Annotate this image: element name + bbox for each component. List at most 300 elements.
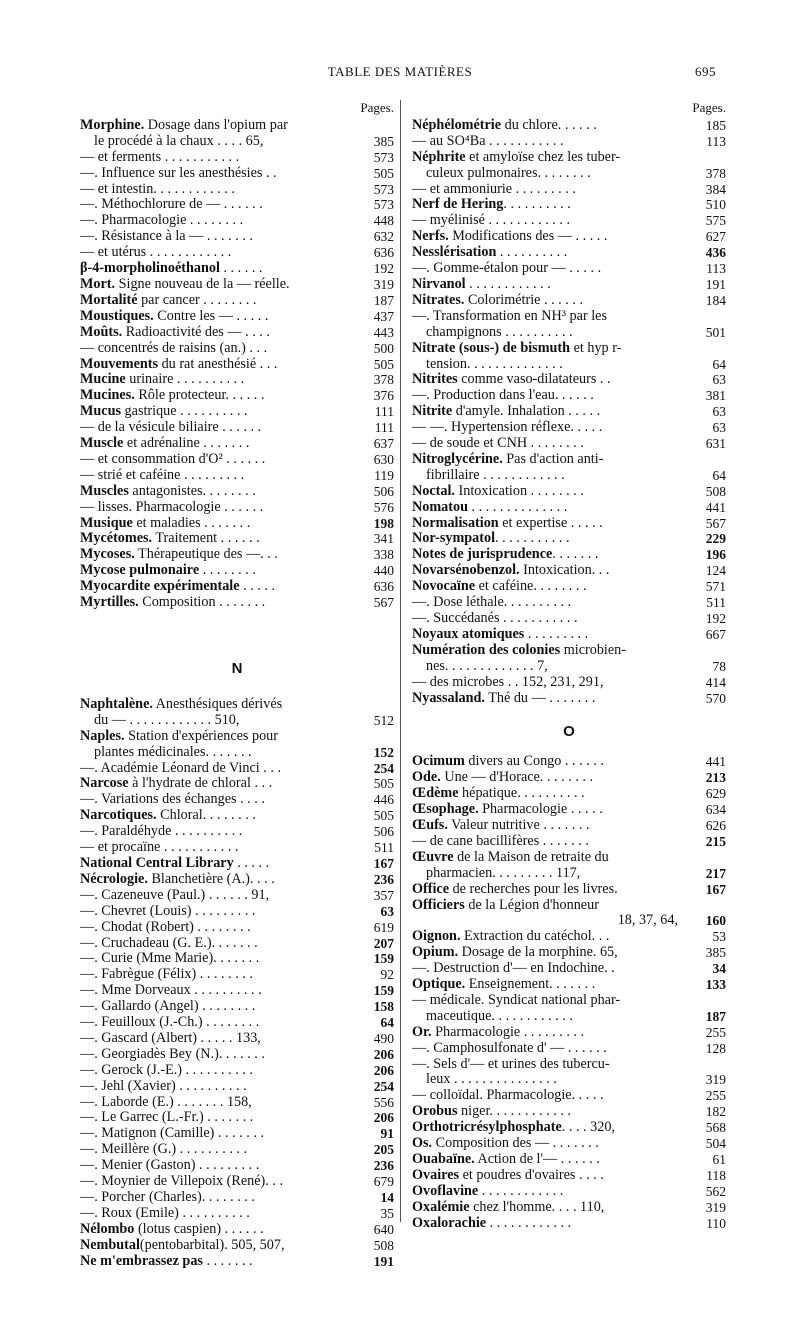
entry-page-number: 160 — [702, 913, 726, 929]
index-entry — [412, 118, 726, 134]
entry-text: —. Matignon (Camille) . . . . . . . — [80, 1126, 265, 1142]
index-entry — [412, 1200, 726, 1216]
entry-page-number: 357 — [370, 888, 394, 904]
index-entry — [80, 229, 394, 245]
entry-keyword: Nyassaland. — [412, 690, 485, 706]
index-entry — [412, 1041, 726, 1057]
section-heading: N — [231, 660, 243, 677]
entry-keyword: Nitrites — [412, 372, 458, 388]
index-entry — [80, 166, 394, 182]
index-entry — [412, 993, 726, 1009]
entry-text: (lotus caspien) . . . . . . — [134, 1221, 264, 1237]
entry-text: —. Résistance à la — . . . . . . . — [80, 229, 253, 245]
index-entry — [412, 372, 726, 388]
entry-text: — et procaïne . . . . . . . . . . . — [80, 840, 239, 856]
entry-page-number: 213 — [702, 770, 726, 786]
entry-keyword: Ovoflavine — [412, 1183, 479, 1199]
index-entry — [412, 1057, 726, 1073]
entry-text: —. Curie (Mme Marie). . . . . . . — [80, 951, 260, 967]
entry-keyword: Moûts. — [80, 324, 123, 340]
index-entry — [80, 420, 394, 436]
entry-text: divers au Congo . . . . . . — [464, 754, 604, 770]
index-entry — [80, 118, 394, 134]
index-entry — [412, 834, 726, 850]
index-entry — [412, 182, 726, 198]
entry-page-number: 446 — [370, 792, 394, 808]
entry-text: le procédé à la chaux . . . . 65, — [94, 133, 264, 149]
entry-page-number: 511 — [702, 595, 726, 611]
entry-page-number: 619 — [370, 920, 394, 936]
index-entry — [80, 1190, 394, 1206]
entry-keyword: Nerf de Hering — [412, 197, 504, 213]
entry-text: — de la vésicule biliaire . . . . . . — [80, 420, 262, 436]
entry-text: Intoxication . . . . . . . . — [454, 483, 584, 499]
section-heading: O — [563, 723, 575, 741]
index-entry — [412, 850, 726, 866]
entry-page-number: 441 — [702, 754, 726, 770]
entry-text: Station d'expériences pour — [124, 728, 278, 744]
entry-text: tension. . . . . . . . . . . . . . — [426, 356, 563, 372]
entry-text: — et utérus . . . . . . . . . . . . — [80, 245, 232, 261]
index-entry — [80, 261, 394, 277]
entry-text: Blanchetière (A.). . . . — [147, 871, 275, 887]
entry-keyword: Office — [412, 881, 450, 897]
entry-keyword: Morphine. — [80, 117, 145, 133]
entry-keyword: β-4-morpholinoéthanol — [80, 261, 220, 277]
entry-page-number: 378 — [702, 166, 726, 182]
entry-page-number: 92 — [377, 967, 395, 983]
index-entry — [412, 579, 726, 595]
entry-page-number: 64 — [709, 468, 727, 484]
entry-text: de la Maison de retraite du — [453, 849, 609, 865]
entry-text: et expertise . . . . . — [498, 515, 603, 531]
entry-page-number: 441 — [702, 500, 726, 516]
entry-page-number: 440 — [370, 563, 394, 579]
entry-text: — de cane bacillifères . . . . . . . — [412, 833, 589, 849]
index-entry — [80, 1031, 394, 1047]
entry-text: —. Cazeneuve (Paul.) . . . . . . 91, — [80, 887, 270, 903]
entry-text: Contre les — . . . . . — [153, 308, 269, 324]
entry-text: du rat anesthésié . . . — [158, 356, 278, 372]
entry-text: — strié et caféine . . . . . . . . . — [80, 467, 245, 483]
index-entry — [412, 675, 726, 691]
entry-page-number: 113 — [702, 261, 726, 277]
index-column-right — [412, 100, 726, 1232]
entry-keyword: Nélombo — [80, 1221, 135, 1237]
entry-page-number: 187 — [702, 1009, 726, 1025]
entry-text: pharmacien. . . . . . . . . 117, — [426, 865, 581, 881]
entry-page-number: 510 — [702, 197, 726, 213]
entry-text: —. Gallardo (Angel) . . . . . . . . — [80, 999, 256, 1015]
index-entry — [80, 808, 394, 824]
entry-keyword: Noctal. — [412, 483, 455, 499]
entry-keyword: Mycoses. — [80, 547, 135, 563]
entry-text: Pas d'action anti- — [502, 451, 604, 467]
index-entry — [412, 229, 726, 245]
entry-page-number: 63 — [377, 904, 395, 920]
index-entry — [80, 325, 394, 341]
entry-keyword: Os. — [412, 1136, 433, 1152]
index-entry — [412, 213, 726, 229]
entry-page-number: 384 — [702, 182, 726, 198]
index-entry — [80, 1158, 394, 1174]
index-entry — [412, 309, 726, 325]
index-entry — [412, 977, 726, 993]
entry-page-number: 111 — [371, 404, 394, 420]
entry-keyword: Ode. — [412, 770, 441, 786]
entry-keyword: Mycose pulmonaire — [80, 563, 200, 579]
index-entry — [80, 792, 394, 808]
index-entry — [80, 1222, 394, 1238]
index-entry — [80, 468, 394, 484]
entry-text: par cancer . . . . . . . . — [137, 292, 257, 308]
index-entry — [412, 357, 726, 373]
entry-text: nes. . . . . . . . . . . . . 7, — [426, 658, 548, 674]
index-entry — [80, 531, 394, 547]
entry-page-number: 63 — [709, 404, 727, 420]
entry-text: . . . . . . . . . . — [496, 245, 568, 261]
entry-page-number: 255 — [702, 1088, 726, 1104]
entry-page-number: 184 — [702, 293, 726, 309]
entry-text: . . . . . . . . . . . . . . — [467, 499, 568, 515]
entry-keyword: Oignon. — [412, 929, 461, 945]
entry-text: —. Gerock (J.-E.) . . . . . . . . . . — [80, 1062, 253, 1078]
entry-text: —. Sels d'— et urines des tubercu- — [412, 1056, 610, 1072]
entry-keyword: Œuvre — [412, 849, 454, 865]
entry-page-number: 63 — [709, 372, 727, 388]
entry-text: Composition des — . . . . . . . — [432, 1136, 599, 1152]
index-entry — [80, 951, 394, 967]
entry-page-number: 167 — [702, 882, 726, 898]
entry-text: —. Mme Dorveaux . . . . . . . . . . — [80, 983, 262, 999]
index-entry — [80, 999, 394, 1015]
index-entry — [80, 1110, 394, 1126]
entry-page-number: 512 — [370, 713, 394, 729]
entry-page-number: 570 — [702, 691, 726, 707]
index-entry — [412, 770, 726, 786]
entry-keyword: Nitroglycérine. — [412, 451, 503, 467]
entry-text: . . . . . . . . . . . . — [486, 1215, 572, 1231]
index-entry — [412, 659, 726, 675]
entry-page-number: 576 — [370, 500, 394, 516]
index-entry — [412, 293, 726, 309]
entry-text: —. Paraldéhyde . . . . . . . . . . — [80, 824, 243, 840]
entry-text: urinaire . . . . . . . . . . — [125, 372, 245, 388]
entry-keyword: Ocimum — [412, 754, 465, 770]
entry-page-number: 187 — [370, 293, 394, 309]
index-entry — [412, 531, 726, 547]
entry-text: —. Dose léthale. . . . . . . . . . — [412, 595, 572, 611]
entry-page-number: 341 — [370, 531, 394, 547]
entry-text: — de soude et CNH . . . . . . . . — [412, 436, 584, 452]
index-entry — [412, 404, 726, 420]
entry-text: — et ferments . . . . . . . . . . . — [80, 149, 240, 165]
index-entry — [80, 213, 394, 229]
entry-text: —. Chevret (Louis) . . . . . . . . . — [80, 903, 256, 919]
entry-page-number: 35 — [377, 1206, 395, 1222]
index-entry — [80, 1047, 394, 1063]
index-entry — [80, 745, 394, 761]
index-entry — [80, 983, 394, 999]
entry-text: — des microbes . . 152, 231, 291, — [412, 674, 604, 690]
entry-keyword: Néphélométrie — [412, 117, 502, 133]
entry-text: —. Georgiadès Bey (N.). . . . . . . — [80, 1046, 265, 1062]
entry-text: —. Moynier de Villepoix (René). . . — [80, 1174, 283, 1190]
index-entry — [80, 1126, 394, 1142]
entry-keyword: Normalisation — [412, 515, 499, 531]
entry-text: —. Le Garrec (L.-Fr.) . . . . . . . — [80, 1110, 254, 1126]
entry-keyword: Orobus — [412, 1104, 458, 1120]
entry-page-number: 626 — [702, 818, 726, 834]
entry-page-number: 634 — [702, 802, 726, 818]
index-entry — [80, 563, 394, 579]
entry-keyword: Œufs. — [412, 817, 448, 833]
entry-page-number: 191 — [702, 277, 726, 293]
entry-page-number: 319 — [370, 277, 394, 293]
entry-page-number: 385 — [370, 134, 394, 150]
entry-text: de la Légion d'honneur — [464, 897, 599, 913]
entry-keyword: Mycétomes. — [80, 531, 153, 547]
entry-page-number: 119 — [370, 468, 394, 484]
index-entry — [412, 245, 726, 261]
index-entry — [80, 293, 394, 309]
index-entry — [412, 277, 726, 293]
entry-text: chez l'homme. . . . 110, — [469, 1199, 605, 1215]
entry-page-number: 500 — [370, 341, 394, 357]
entry-page-number: 159 — [370, 951, 394, 967]
entry-page-number: 637 — [370, 436, 394, 452]
entry-text: comme vaso-dilatateurs . . — [457, 372, 611, 388]
entry-keyword: Nesslérisation — [412, 245, 497, 261]
index-entry — [80, 452, 394, 468]
entry-page-number: 511 — [370, 840, 394, 856]
entry-text: et caféine. . . . . . . . — [475, 579, 587, 595]
entry-keyword: Noyaux atomiques — [412, 626, 525, 642]
entry-keyword: Narcose — [80, 776, 129, 792]
entry-page-number: 490 — [370, 1031, 394, 1047]
entry-page-number: 319 — [702, 1072, 726, 1088]
entry-text: 18, 37, 64, — [617, 913, 678, 929]
entry-text: —. Jehl (Xavier) . . . . . . . . . . — [80, 1078, 247, 1094]
index-entry — [80, 150, 394, 166]
entry-keyword: Œsophage. — [412, 802, 479, 818]
index-entry — [412, 691, 726, 707]
entry-page-number: 504 — [702, 1136, 726, 1152]
entry-keyword: Novocaïne — [412, 579, 476, 595]
entry-text: . . . . . . . . . . — [503, 197, 571, 213]
entry-text: hépatique. . . . . . . . . . — [458, 786, 585, 802]
entry-keyword: Opium. — [412, 945, 459, 961]
page-title: TABLE DES MATIÈRES — [327, 64, 473, 79]
entry-text: . . . . . — [239, 579, 276, 595]
entry-text: plantes médicinales. . . . . . . — [94, 744, 252, 760]
entry-page-number: 385 — [702, 945, 726, 961]
index-entry — [80, 920, 394, 936]
entry-text: et adrénaline . . . . . . . — [123, 436, 250, 452]
entry-page-number: 192 — [702, 611, 726, 627]
page-header — [0, 64, 800, 84]
index-entry — [80, 372, 394, 388]
entry-text: Dosage dans l'opium par — [144, 117, 288, 133]
entry-text: — lisses. Pharmacologie . . . . . . — [80, 499, 264, 515]
entry-keyword: Myocardite expérimentale — [80, 579, 240, 595]
index-entry — [80, 840, 394, 856]
entry-text: Action de l'— . . . . . . — [474, 1152, 600, 1167]
entry-page-number: 636 — [370, 579, 394, 595]
entry-page-number: 501 — [702, 325, 726, 341]
index-entry — [412, 595, 726, 611]
entry-text: . . . . . . . . . . . — [495, 531, 570, 547]
entry-text: — et ammoniurie . . . . . . . . . — [412, 181, 576, 197]
entry-text: —. Gomme-étalon pour — . . . . . — [412, 261, 602, 277]
index-entry — [412, 1216, 726, 1232]
entry-keyword: Naphtalène. — [80, 696, 153, 712]
entry-text: — et intestin. . . . . . . . . . . . — [80, 181, 235, 197]
entry-keyword: Numération des colonies — [412, 642, 561, 658]
entry-page-number: 198 — [370, 516, 394, 532]
index-entry — [412, 643, 726, 659]
entry-page-number: 124 — [702, 563, 726, 579]
entry-text: champignons . . . . . . . . . . — [426, 324, 573, 340]
index-entry — [412, 802, 726, 818]
entry-page-number: 436 — [702, 245, 726, 261]
entry-page-number: 381 — [702, 388, 726, 404]
entry-text: Colorimétrie . . . . . . — [464, 292, 584, 308]
index-entry — [412, 563, 726, 579]
entry-keyword: Notes de jurisprudence — [412, 547, 553, 563]
entry-text: Chloral. . . . . . . . — [156, 808, 256, 824]
index-entry — [412, 516, 726, 532]
entry-text: microbien- — [560, 642, 626, 658]
entry-page-number: 630 — [370, 452, 394, 468]
entry-page-number: 636 — [370, 245, 394, 261]
entry-text: —. Destruction d'— en Indochine. . — [412, 961, 615, 977]
index-entry — [80, 309, 394, 325]
entry-text: Traitement . . . . . . — [152, 531, 260, 547]
index-entry — [412, 166, 726, 182]
entry-keyword: Nor-sympatol — [412, 531, 496, 547]
index-entry — [80, 713, 394, 729]
entry-text: Signe nouveau de la — réelle. — [115, 276, 290, 292]
entry-text: —. Variations des échanges . . . . — [80, 792, 265, 808]
entry-page-number: 206 — [370, 1110, 394, 1126]
entry-keyword: Moustiques. — [80, 308, 154, 324]
entry-page-number: 631 — [702, 436, 726, 452]
entry-text: —. Transformation en NH³ par les — [412, 308, 607, 324]
index-entry — [412, 452, 726, 468]
index-entry — [80, 888, 394, 904]
entry-keyword: Orthotricrésylphosphate — [412, 1120, 562, 1136]
entry-text: —. Laborde (E.) . . . . . . . 158, — [80, 1094, 252, 1110]
entry-page-number: 152 — [370, 745, 394, 761]
index-entry — [412, 134, 726, 150]
entry-page-number: 573 — [370, 182, 394, 198]
entry-page-number: 133 — [702, 977, 726, 993]
entry-keyword: Ne m'embrassez pas — [80, 1253, 203, 1269]
entry-text: niger. . . . . . . . . . . . — [457, 1104, 571, 1120]
entry-keyword: Mouvements — [80, 356, 159, 372]
index-entry — [412, 961, 726, 977]
entry-text: —. Menier (Gaston) . . . . . . . . . — [80, 1158, 260, 1174]
entry-text: . . . . . . . — [202, 1253, 253, 1269]
entry-text: Modifications des — . . . . . — [448, 229, 608, 245]
index-entry — [412, 1025, 726, 1041]
index-entry — [412, 197, 726, 213]
entry-text: —. Camphosulfonate d' — . . . . . . — [412, 1040, 607, 1056]
entry-page-number: 573 — [370, 150, 394, 166]
index-entry — [80, 856, 394, 872]
entry-text: — colloïdal. Pharmacologie. . . . . — [412, 1088, 604, 1104]
index-entry — [80, 904, 394, 920]
index-entry — [412, 1136, 726, 1152]
entry-text: maceutique. . . . . . . . . . . . — [426, 1008, 573, 1024]
entry-text: . . . . . . . — [552, 547, 599, 563]
index-entry — [80, 1254, 394, 1270]
entry-page-number: 505 — [370, 776, 394, 792]
index-entry — [412, 945, 726, 961]
entry-keyword: Mortalité — [80, 292, 138, 308]
entry-text: — au SO⁴Ba . . . . . . . . . . . — [412, 133, 564, 149]
entry-page-number: 196 — [702, 547, 726, 563]
entry-text: Dosage de la morphine. 65, — [458, 945, 618, 961]
entry-text: — et consommation d'O² . . . . . . — [80, 451, 266, 467]
index-entry — [80, 547, 394, 563]
entry-text: gastrique . . . . . . . . . . — [121, 404, 248, 420]
entry-text: d'amyle. Inhalation . . . . . — [452, 404, 601, 420]
entry-page-number: 567 — [702, 516, 726, 532]
entry-text: — médicale. Syndicat national phar- — [412, 992, 621, 1008]
entry-text: et poudres d'ovaires . . . . — [459, 1167, 604, 1183]
entry-text: de recherches pour les livres. — [449, 881, 618, 897]
entry-keyword: Nécrologie. — [80, 871, 148, 887]
index-entry — [80, 341, 394, 357]
entry-text: culeux pulmonaires. . . . . . . . — [426, 165, 591, 181]
entry-text: . . . . . — [233, 855, 270, 871]
index-entry — [80, 388, 394, 404]
entry-keyword: Mucine — [80, 372, 126, 388]
index-entry — [80, 1142, 394, 1158]
index-entry — [412, 1072, 726, 1088]
index-entry — [80, 967, 394, 983]
entry-text: et hyp r- — [570, 340, 622, 356]
index-entry — [412, 436, 726, 452]
index-entry — [80, 484, 394, 500]
entry-text: du chlore. . . . . . — [501, 117, 597, 133]
entry-keyword: Muscles — [80, 483, 129, 499]
entry-keyword: National Central Library — [80, 855, 234, 871]
index-entry — [412, 786, 726, 802]
index-entry — [80, 776, 394, 792]
index-entry — [412, 929, 726, 945]
index-entry — [80, 277, 394, 293]
entry-page-number: 508 — [702, 484, 726, 500]
entry-page-number: 113 — [702, 134, 726, 150]
entry-page-number: 185 — [702, 118, 726, 134]
entry-text: (pentobarbital). 505, 507, — [139, 1237, 285, 1253]
entry-text: —. Académie Léonard de Vinci . . . — [80, 760, 281, 776]
entry-page-number: 506 — [370, 824, 394, 840]
index-entry — [412, 1009, 726, 1025]
entry-keyword: Nitrates. — [412, 292, 465, 308]
entry-text: —. Cruchadeau (G. E.). . . . . . . — [80, 935, 258, 951]
entry-text: —. Méthochlorure de — . . . . . . — [80, 197, 263, 213]
entry-text: Intoxication. . . — [519, 563, 610, 579]
entry-text: . . . . 320, — [561, 1120, 615, 1136]
entry-text: —. Feuilloux (J.-Ch.) . . . . . . . . — [80, 1015, 260, 1031]
index-entry — [80, 500, 394, 516]
index-entry — [412, 818, 726, 834]
entry-page-number: 567 — [370, 595, 394, 611]
